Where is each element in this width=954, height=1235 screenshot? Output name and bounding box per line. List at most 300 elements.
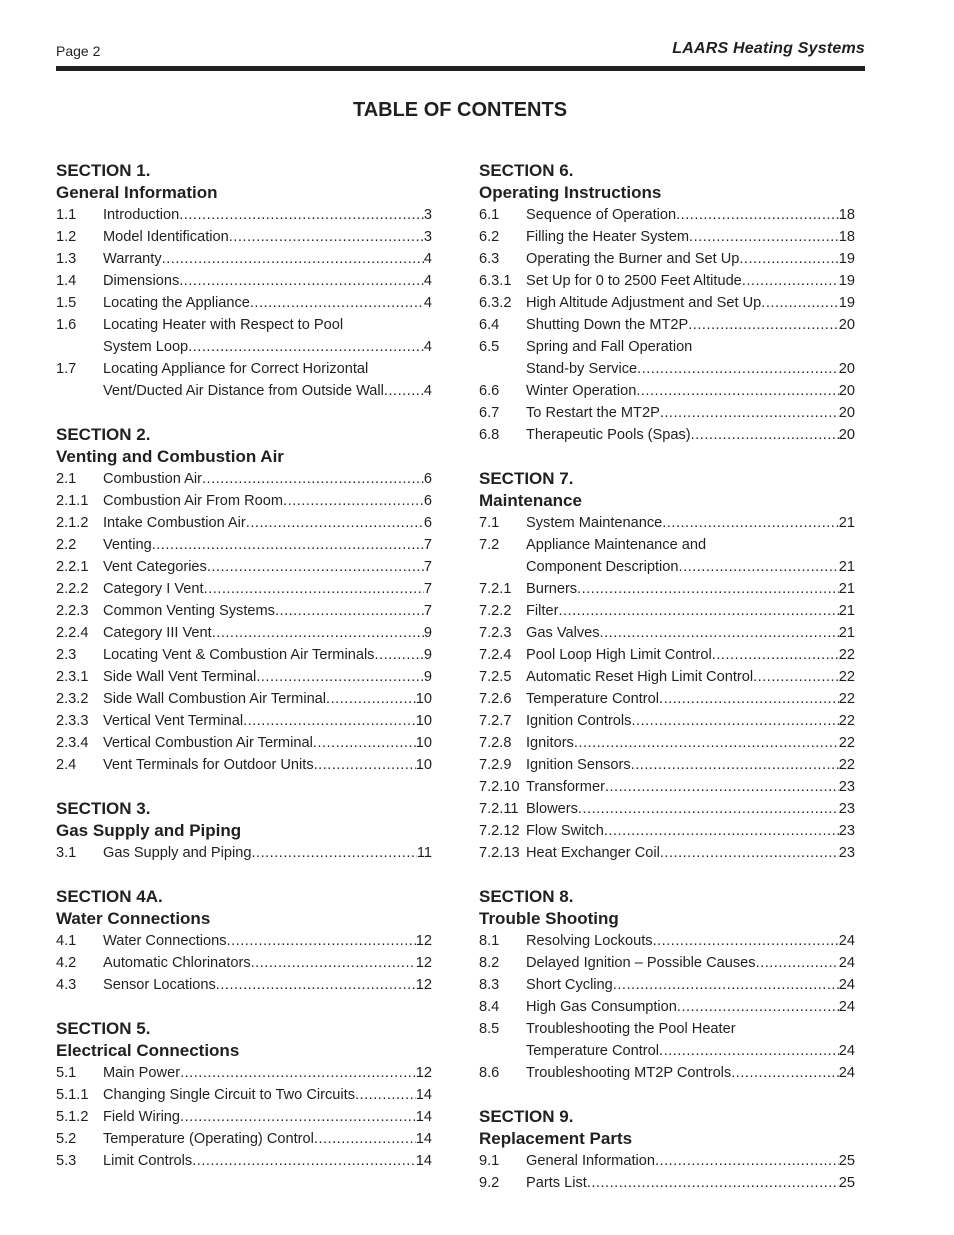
toc-entry xyxy=(479,952,855,974)
entry-text: Gas Supply and Piping xyxy=(103,845,252,861)
toc-section xyxy=(479,886,855,1084)
entry-text: Pool Loop High Limit Control xyxy=(526,647,712,663)
toc-entry xyxy=(56,490,432,512)
entry-line xyxy=(103,1106,432,1128)
entry-line xyxy=(526,842,855,864)
page-title: TABLE OF CONTENTS xyxy=(352,99,568,121)
entry-number: 8.5 xyxy=(479,1021,500,1037)
dot-leader xyxy=(152,534,424,556)
entry-number: 7.2.5 xyxy=(479,669,512,685)
toc-entry xyxy=(56,974,432,996)
dot-leader xyxy=(216,974,416,996)
section-title: Trouble Shooting xyxy=(479,909,619,928)
entry-line xyxy=(103,974,432,996)
entry-text: Locating Heater with Respect to Pool xyxy=(103,317,344,333)
entry-text: Stand-by Service xyxy=(526,361,638,377)
entry-text: General Information xyxy=(526,1153,655,1169)
entry-text: Automatic Reset High Limit Control xyxy=(526,669,754,685)
dot-leader xyxy=(605,776,839,798)
entry-text: Short Cycling xyxy=(526,977,613,993)
entry-body xyxy=(526,820,855,842)
entry-number: 7.2.12 xyxy=(479,823,520,839)
entry-number: 6.3 xyxy=(479,251,500,267)
entry-body xyxy=(103,314,432,358)
toc-entry xyxy=(56,644,432,666)
header-rule xyxy=(56,66,865,71)
entry-body xyxy=(526,1150,855,1172)
entry-number: 7.2.13 xyxy=(479,845,520,861)
entry-body xyxy=(526,226,855,248)
entry-line xyxy=(526,1062,855,1084)
entry-body xyxy=(103,204,432,226)
toc-entry xyxy=(479,798,855,820)
entry-page-number: 23 xyxy=(838,845,855,861)
entry-page-number: 22 xyxy=(838,735,855,751)
dot-leader xyxy=(688,314,839,336)
entry-body xyxy=(526,1172,855,1194)
section-number: SECTION 9. xyxy=(479,1107,574,1126)
entry-number: 7.2.10 xyxy=(479,779,520,795)
toc-entry xyxy=(479,1172,855,1194)
entry-number: 6.3.2 xyxy=(479,295,512,311)
entry-text: Set Up for 0 to 2500 Feet Altitude xyxy=(526,273,742,289)
entry-number: 7.2.2 xyxy=(479,603,512,619)
entry-number: 2.1.1 xyxy=(56,493,89,509)
toc-entry xyxy=(56,1150,432,1172)
toc-entry xyxy=(56,248,432,270)
entry-line xyxy=(526,666,855,688)
entry-page-number: 10 xyxy=(415,691,432,707)
section-title: Water Connections xyxy=(56,909,211,928)
dot-leader xyxy=(283,490,424,512)
entry-text: Temperature (Operating) Control xyxy=(103,1131,314,1147)
dot-leader xyxy=(202,468,424,490)
toc-entry xyxy=(56,534,432,556)
dot-leader xyxy=(679,556,839,578)
entry-body xyxy=(526,1018,855,1062)
toc-entry xyxy=(56,1128,432,1150)
section-title: Maintenance xyxy=(479,491,582,510)
dot-leader xyxy=(761,292,838,314)
entry-text: Sequence of Operation xyxy=(526,207,677,223)
entry-page-number: 14 xyxy=(415,1153,432,1169)
toc-entry xyxy=(56,1106,432,1128)
entry-body xyxy=(526,314,855,336)
entry-text: Vertical Combustion Air Terminal xyxy=(103,735,313,751)
dot-leader xyxy=(631,710,838,732)
entry-page-number: 19 xyxy=(838,251,855,267)
dot-leader xyxy=(631,754,839,776)
dot-leader xyxy=(659,688,839,710)
entry-text: Vertical Vent Terminal xyxy=(103,713,244,729)
entry-page-number: 3 xyxy=(423,207,432,223)
dot-leader xyxy=(250,292,424,314)
entry-text: Heat Exchanger Coil xyxy=(526,845,660,861)
entry-number: 7.2.8 xyxy=(479,735,512,751)
entry-body xyxy=(526,842,855,864)
entry-text: Changing Single Circuit to Two Circuits xyxy=(103,1087,355,1103)
entry-body xyxy=(526,248,855,270)
entry-body xyxy=(526,292,855,314)
entry-line xyxy=(526,798,855,820)
entry-text: Venting xyxy=(103,537,152,553)
dot-leader xyxy=(251,952,416,974)
dot-leader xyxy=(604,820,839,842)
toc-entry xyxy=(56,930,432,952)
dot-leader xyxy=(313,732,416,754)
entry-line xyxy=(103,842,432,864)
entry-number: 7.2.1 xyxy=(479,581,512,597)
entry-text: Sensor Locations xyxy=(103,977,216,993)
toc-section xyxy=(56,798,432,864)
page-number: Page 2 xyxy=(56,43,101,59)
dot-leader xyxy=(207,556,424,578)
toc-section xyxy=(479,468,855,864)
entry-text: Component Description xyxy=(526,559,679,575)
entry-number: 7.2.4 xyxy=(479,647,512,663)
entry-text: Flow Switch xyxy=(526,823,604,839)
dot-leader xyxy=(600,622,839,644)
dot-leader xyxy=(246,512,424,534)
entry-line xyxy=(103,292,432,314)
toc-section xyxy=(479,160,855,446)
entry-line xyxy=(103,732,432,754)
entry-page-number: 22 xyxy=(838,647,855,663)
entry-body xyxy=(103,754,432,776)
toc-entry xyxy=(479,380,855,402)
entry-line xyxy=(103,644,432,666)
entry-line xyxy=(526,974,855,996)
entry-line xyxy=(526,512,855,534)
entry-number: 1.5 xyxy=(56,295,77,311)
entry-line xyxy=(526,578,855,600)
entry-body xyxy=(526,776,855,798)
entry-page-number: 3 xyxy=(423,229,432,245)
dot-leader xyxy=(653,930,839,952)
section-number: SECTION 6. xyxy=(479,161,574,180)
entry-line xyxy=(103,248,432,270)
dot-leader xyxy=(204,578,424,600)
entry-number: 7.2.3 xyxy=(479,625,512,641)
entry-line xyxy=(103,270,432,292)
dot-leader xyxy=(374,644,423,666)
toc-entry xyxy=(479,820,855,842)
entry-text: High Gas Consumption xyxy=(526,999,677,1015)
section-number: SECTION 4A. xyxy=(56,887,163,906)
entry-text: Spring and Fall Operation xyxy=(526,339,693,355)
toc-entry xyxy=(479,644,855,666)
entry-text: Delayed Ignition – Possible Causes xyxy=(526,955,756,971)
entry-line xyxy=(526,776,855,798)
entry-body xyxy=(103,468,432,490)
toc-entry xyxy=(56,622,432,644)
dot-leader xyxy=(613,974,839,996)
entry-page-number: 21 xyxy=(838,625,855,641)
toc-entry xyxy=(56,710,432,732)
entry-text: Category III Vent xyxy=(103,625,212,641)
entry-page-number: 23 xyxy=(838,801,855,817)
dot-leader xyxy=(712,644,839,666)
entry-page-number: 23 xyxy=(838,823,855,839)
entry-number: 9.1 xyxy=(479,1153,500,1169)
entry-body xyxy=(103,930,432,952)
dot-leader xyxy=(314,754,416,776)
entry-line xyxy=(103,204,432,226)
toc-entry xyxy=(56,314,432,358)
dot-leader xyxy=(179,204,424,226)
toc-entry xyxy=(56,292,432,314)
dot-leader xyxy=(384,380,424,402)
toc-entry xyxy=(56,578,432,600)
entry-text: System Loop xyxy=(103,339,189,355)
entry-page-number: 9 xyxy=(423,625,432,641)
toc-entry xyxy=(479,336,855,380)
entry-text: Combustion Air From Room xyxy=(103,493,284,509)
entry-page-number: 21 xyxy=(838,603,855,619)
entry-page-number: 24 xyxy=(838,1065,855,1081)
entry-number: 6.7 xyxy=(479,405,500,421)
toc-entry xyxy=(479,578,855,600)
entry-line xyxy=(526,380,855,402)
section-number: SECTION 8. xyxy=(479,887,574,906)
entry-line xyxy=(526,424,855,446)
entry-text: Blowers xyxy=(526,801,578,817)
entry-text: Transformer xyxy=(526,779,605,795)
toc-entry xyxy=(56,556,432,578)
entry-text: Vent/Ducted Air Distance from Outside Wall xyxy=(103,383,384,399)
entry-line xyxy=(103,314,432,336)
entry-number: 1.3 xyxy=(56,251,77,267)
entry-line xyxy=(526,314,855,336)
entry-text: Automatic Chlorinators xyxy=(103,955,251,971)
entry-page-number: 7 xyxy=(423,537,432,553)
entry-body xyxy=(103,952,432,974)
entry-number: 1.7 xyxy=(56,361,77,377)
section-number: SECTION 2. xyxy=(56,425,151,444)
entry-number: 1.6 xyxy=(56,317,77,333)
entry-text: Troubleshooting MT2P Controls xyxy=(526,1065,732,1081)
dot-leader xyxy=(659,1040,839,1062)
entry-number: 1.1 xyxy=(56,207,77,223)
entry-line xyxy=(103,622,432,644)
section-title: Venting and Combustion Air xyxy=(56,447,284,466)
entry-line xyxy=(526,1018,855,1040)
entry-page-number: 6 xyxy=(423,493,432,509)
toc-entry xyxy=(56,1084,432,1106)
entry-body xyxy=(526,600,855,622)
dot-leader xyxy=(251,842,416,864)
entry-text: Limit Controls xyxy=(103,1153,193,1169)
entry-text: Filter xyxy=(526,603,559,619)
entry-page-number: 25 xyxy=(838,1175,855,1191)
entry-body xyxy=(526,402,855,424)
entry-page-number: 12 xyxy=(415,955,432,971)
entry-body xyxy=(526,754,855,776)
entry-text: Filling the Heater System xyxy=(526,229,690,245)
entry-body xyxy=(103,1128,432,1150)
entry-number: 7.2.6 xyxy=(479,691,512,707)
entry-line xyxy=(526,1150,855,1172)
entry-line xyxy=(103,490,432,512)
entry-number: 5.1.1 xyxy=(56,1087,89,1103)
toc-entry xyxy=(479,512,855,534)
entry-page-number: 6 xyxy=(423,515,432,531)
toc-entry xyxy=(479,732,855,754)
entry-body xyxy=(103,688,432,710)
entry-number: 2.2.3 xyxy=(56,603,89,619)
toc-entry xyxy=(479,754,855,776)
entry-body xyxy=(103,710,432,732)
entry-line xyxy=(526,930,855,952)
toc-entry xyxy=(479,600,855,622)
toc-entry xyxy=(56,666,432,688)
entry-text: Ignition Controls xyxy=(526,713,632,729)
entry-number: 2.2 xyxy=(56,537,77,553)
entry-number: 2.2.1 xyxy=(56,559,89,575)
toc-right-column xyxy=(479,160,855,1216)
section-title: Gas Supply and Piping xyxy=(56,821,242,840)
toc-entry xyxy=(479,1062,855,1084)
entry-text: Resolving Lockouts xyxy=(526,933,653,949)
entry-number: 1.2 xyxy=(56,229,77,245)
entry-line xyxy=(526,556,855,578)
entry-page-number: 12 xyxy=(415,1065,432,1081)
entry-line xyxy=(526,248,855,270)
entry-text: Winter Operation xyxy=(526,383,637,399)
entry-text: Gas Valves xyxy=(526,625,600,641)
entry-line xyxy=(103,512,432,534)
entry-number: 2.1.2 xyxy=(56,515,89,531)
entry-line xyxy=(103,1062,432,1084)
entry-page-number: 24 xyxy=(838,955,855,971)
toc-entry xyxy=(479,204,855,226)
entry-text: Model Identification xyxy=(103,229,229,245)
entry-body xyxy=(103,1062,432,1084)
entry-page-number: 22 xyxy=(838,669,855,685)
entry-page-number: 19 xyxy=(838,273,855,289)
entry-page-number: 19 xyxy=(838,295,855,311)
brand-name: LAARS Heating Systems xyxy=(672,40,865,57)
entry-text: Field Wiring xyxy=(103,1109,181,1125)
dot-leader xyxy=(756,952,839,974)
dot-leader xyxy=(574,732,839,754)
entry-text: Side Wall Vent Terminal xyxy=(103,669,257,685)
entry-number: 2.3.4 xyxy=(56,735,89,751)
entry-page-number: 20 xyxy=(838,383,855,399)
section-title: Operating Instructions xyxy=(479,183,662,202)
toc-entry xyxy=(479,776,855,798)
entry-text: Main Power xyxy=(103,1065,181,1081)
entry-page-number: 24 xyxy=(838,1043,855,1059)
toc-entry xyxy=(479,314,855,336)
entry-number: 8.1 xyxy=(479,933,500,949)
entry-line xyxy=(103,930,432,952)
entry-text: Locating Appliance for Correct Horizontal xyxy=(103,361,369,377)
dot-leader xyxy=(677,996,839,1018)
section-title: General Information xyxy=(56,183,218,202)
entry-line xyxy=(103,600,432,622)
entry-text: Vent Terminals for Outdoor Units xyxy=(103,757,314,773)
entry-text: Operating the Burner and Set Up xyxy=(526,251,740,267)
toc-entry xyxy=(479,974,855,996)
entry-body xyxy=(103,644,432,666)
entry-number: 5.1.2 xyxy=(56,1109,89,1125)
entry-text: Troubleshooting the Pool Heater xyxy=(526,1021,736,1037)
entry-line xyxy=(526,534,855,556)
entry-number: 5.3 xyxy=(56,1153,77,1169)
entry-body xyxy=(526,666,855,688)
entry-text: Side Wall Combustion Air Terminal xyxy=(103,691,327,707)
toc-entry xyxy=(479,534,855,578)
toc-entry xyxy=(479,248,855,270)
entry-line xyxy=(103,688,432,710)
toc-left-column xyxy=(56,160,432,1194)
entry-number: 8.6 xyxy=(479,1065,500,1081)
entry-line xyxy=(103,534,432,556)
entry-line xyxy=(526,402,855,424)
entry-page-number: 20 xyxy=(838,317,855,333)
dot-leader xyxy=(212,622,424,644)
dot-leader xyxy=(578,798,839,820)
entry-number: 7.2.11 xyxy=(479,801,519,817)
entry-body xyxy=(103,622,432,644)
entry-line xyxy=(526,1172,855,1194)
entry-line xyxy=(526,204,855,226)
entry-line xyxy=(103,468,432,490)
dot-leader xyxy=(355,1084,416,1106)
dot-leader xyxy=(676,204,839,226)
entry-text: Parts List xyxy=(526,1175,587,1191)
entry-page-number: 7 xyxy=(423,603,432,619)
entry-body xyxy=(526,688,855,710)
entry-page-number: 25 xyxy=(838,1153,855,1169)
entry-body xyxy=(526,952,855,974)
entry-body xyxy=(526,930,855,952)
entry-line xyxy=(526,226,855,248)
entry-number: 5.1 xyxy=(56,1065,77,1081)
section-title: Electrical Connections xyxy=(56,1041,240,1060)
toc-section xyxy=(56,886,432,996)
toc-entry xyxy=(479,930,855,952)
dot-leader xyxy=(662,512,838,534)
entry-number: 6.1 xyxy=(479,207,500,223)
entry-page-number: 14 xyxy=(415,1087,432,1103)
entry-line xyxy=(526,952,855,974)
entry-line xyxy=(526,1040,855,1062)
entry-text: Shutting Down the MT2P xyxy=(526,317,689,333)
entry-body xyxy=(526,424,855,446)
entry-text: Ignitors xyxy=(526,735,574,751)
entry-body xyxy=(103,842,432,864)
entry-line xyxy=(103,754,432,776)
toc-entry xyxy=(479,842,855,864)
entry-page-number: 10 xyxy=(415,735,432,751)
dot-leader xyxy=(636,380,838,402)
toc-entry xyxy=(479,710,855,732)
entry-line xyxy=(526,336,855,358)
toc-entry xyxy=(479,402,855,424)
entry-body xyxy=(103,270,432,292)
entry-body xyxy=(526,732,855,754)
dot-leader xyxy=(229,226,424,248)
entry-text: Combustion Air xyxy=(103,471,202,487)
entry-line xyxy=(526,754,855,776)
entry-body xyxy=(526,1062,855,1084)
entry-line xyxy=(103,556,432,578)
entry-body xyxy=(526,578,855,600)
dot-leader xyxy=(731,1062,839,1084)
dot-leader xyxy=(753,666,839,688)
